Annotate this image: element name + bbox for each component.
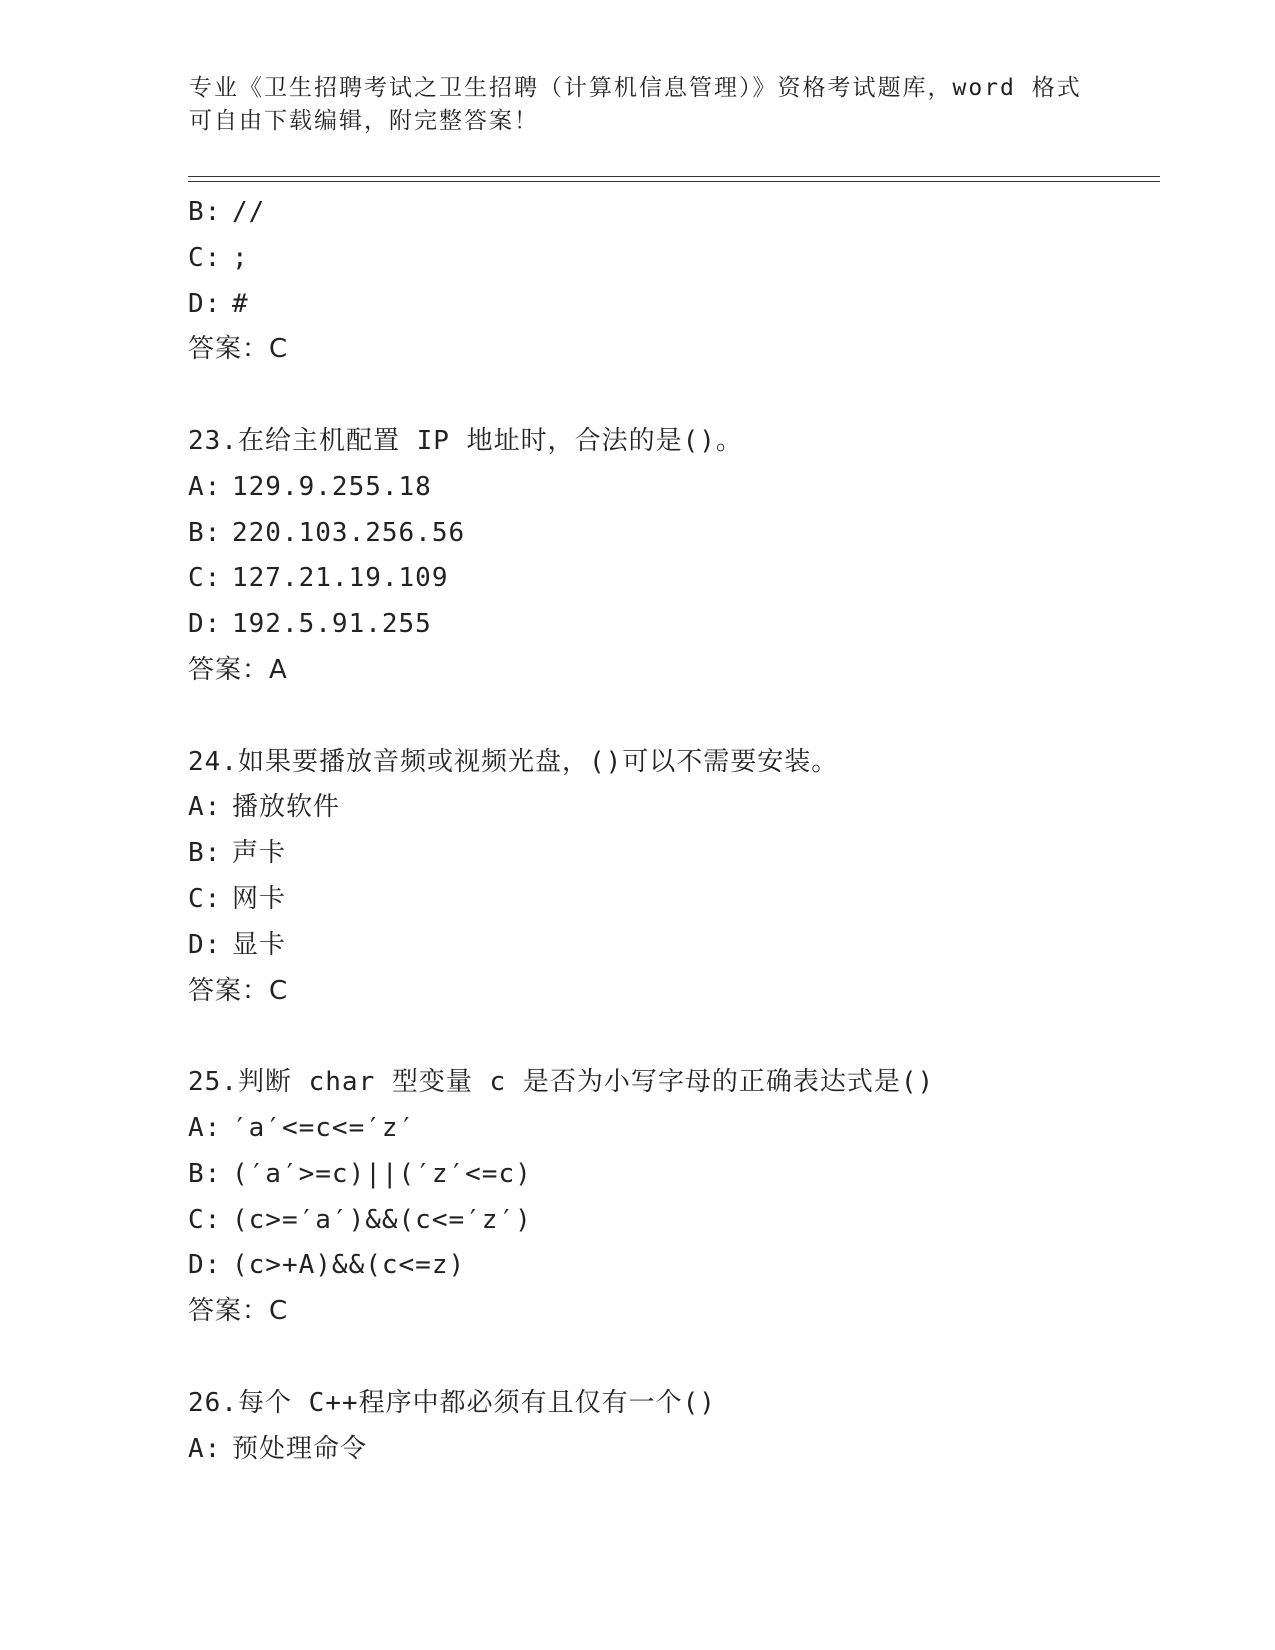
option-text: 127.21.19.109 — [232, 563, 449, 594]
option-key: B: — [188, 197, 222, 227]
option-key: D: — [188, 1250, 222, 1281]
header-divider-top — [188, 176, 1160, 177]
option-key: C: — [188, 1204, 222, 1235]
option-b — [188, 1152, 1148, 1198]
option-key: A: — [188, 1433, 222, 1464]
option-d — [188, 602, 1148, 648]
option-key: C: — [188, 242, 222, 273]
option-key: D: — [188, 288, 222, 319]
option-a — [188, 1106, 1148, 1152]
option-text: ′a′<=c<=′z′ — [232, 1112, 416, 1143]
option-d — [188, 282, 1148, 328]
question-25 — [188, 1060, 1148, 1335]
option-key: D: — [188, 609, 222, 640]
option-text: 129.9.255.18 — [232, 471, 432, 502]
question-23 — [188, 419, 1148, 694]
question-prev — [188, 190, 1148, 373]
option-key: B: — [188, 838, 222, 869]
option-text: ; — [232, 242, 249, 273]
option-c — [188, 236, 1148, 282]
question-text: 26.每个 C++程序中都必须有且仅有一个() — [188, 1387, 716, 1418]
option-text: (c>+A)&&(c<=z) — [232, 1250, 466, 1281]
option-a — [188, 785, 1148, 831]
option-text: 播放软件 — [232, 792, 341, 823]
option-text: 网卡 — [232, 883, 287, 914]
option-text: (c>=′a′)&&(c<=′z′) — [232, 1204, 532, 1235]
spacer — [188, 1014, 1148, 1060]
spacer — [188, 373, 1148, 419]
answer-line: 答案：C — [188, 334, 289, 365]
question-text: 23.在给主机配置 IP 地址时，合法的是()。 — [188, 425, 743, 456]
answer-line: 答案：A — [188, 654, 288, 685]
option-key: C: — [188, 883, 222, 914]
option-key: A: — [188, 471, 222, 502]
question-list — [188, 190, 1148, 1472]
option-b — [188, 190, 1148, 236]
option-key: D: — [188, 929, 222, 960]
option-key: A: — [188, 1112, 222, 1143]
answer-line: 答案：C — [188, 975, 289, 1006]
option-text: (′a′>=c)||(′z′<=c) — [232, 1158, 532, 1189]
option-key: C: — [188, 563, 222, 594]
option-b — [188, 511, 1148, 557]
option-c — [188, 1198, 1148, 1244]
spacer — [188, 1335, 1148, 1381]
page-header — [189, 72, 1089, 138]
question-24 — [188, 740, 1148, 1015]
option-text: 预处理命令 — [232, 1433, 368, 1464]
option-d — [188, 1243, 1148, 1289]
option-text: 220.103.256.56 — [232, 517, 466, 548]
question-text: 25.判断 char 型变量 c 是否为小写字母的正确表达式是() — [188, 1067, 935, 1098]
option-b — [188, 831, 1148, 877]
option-key: B: — [188, 517, 222, 548]
question-26 — [188, 1381, 1148, 1473]
header-line-1: 专业《卫生招聘考试之卫生招聘（计算机信息管理）》资格考试题库，word 格式 — [189, 75, 1082, 101]
option-d — [188, 923, 1148, 969]
option-a — [188, 465, 1148, 511]
question-text: 24.如果要播放音频或视频光盘，()可以不需要安装。 — [188, 746, 839, 777]
option-text: 声卡 — [232, 838, 287, 869]
option-key: B: — [188, 1158, 222, 1189]
option-text: # — [232, 288, 249, 319]
header-divider-bottom — [188, 181, 1160, 182]
option-text: 192.5.91.255 — [232, 609, 432, 640]
option-c — [188, 556, 1148, 602]
option-text: // — [232, 197, 266, 227]
answer-line: 答案：C — [188, 1296, 289, 1327]
option-c — [188, 877, 1148, 923]
header-line-2: 可自由下载编辑，附完整答案！ — [189, 108, 539, 134]
spacer — [188, 694, 1148, 740]
option-text: 显卡 — [232, 929, 287, 960]
option-a — [188, 1427, 1148, 1473]
option-key: A: — [188, 792, 222, 823]
